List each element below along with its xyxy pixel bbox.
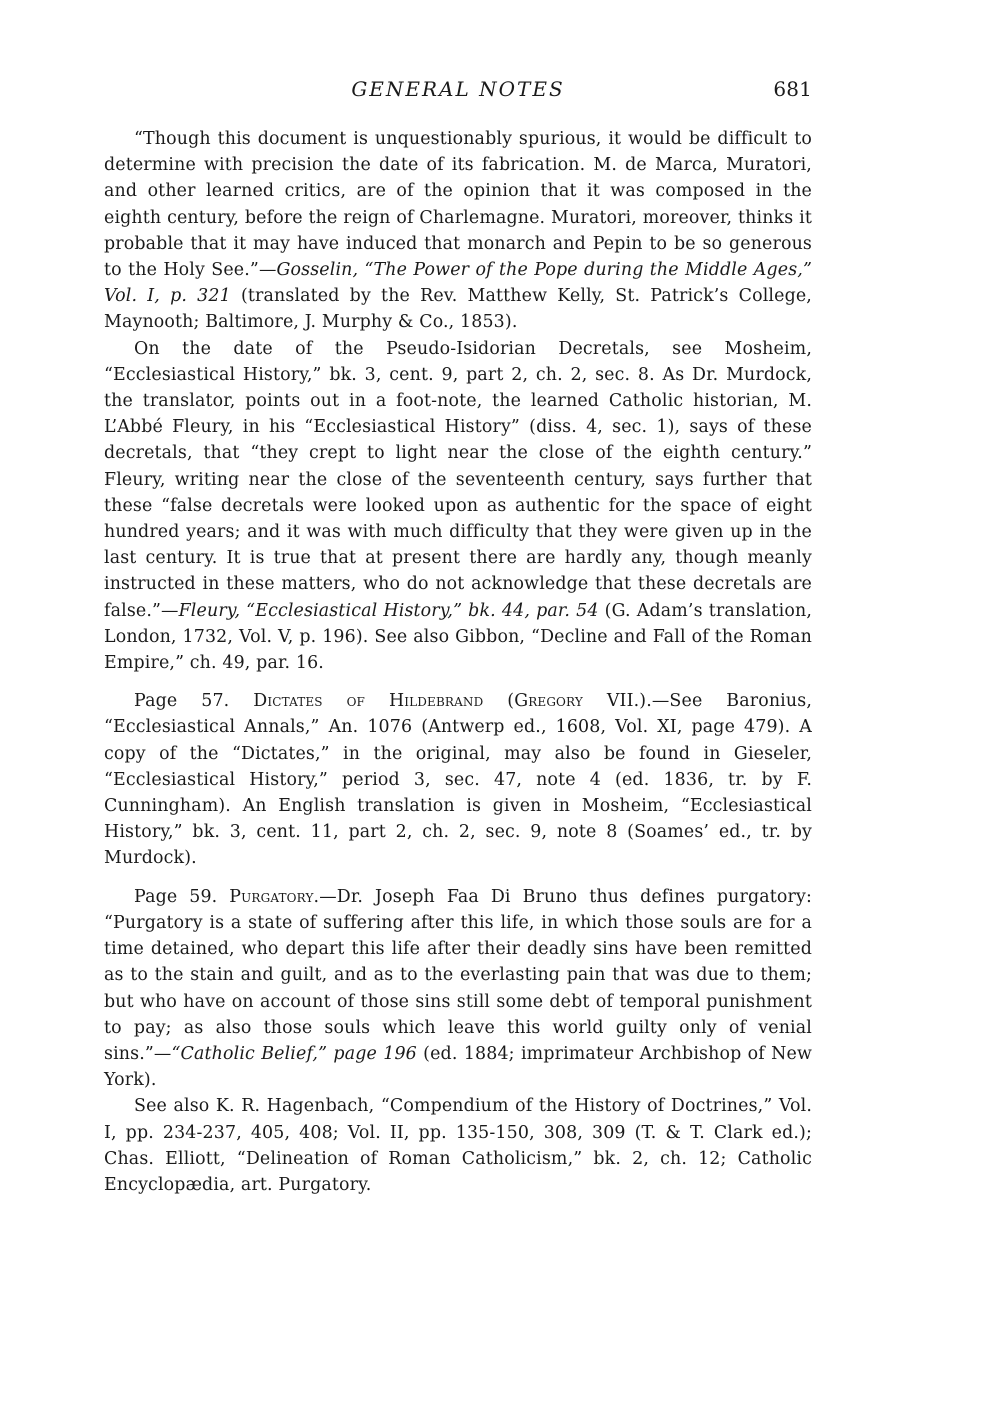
section-gap bbox=[104, 872, 812, 884]
paragraph-pseudo-isidorian: On the date of the Pseudo-Isidorian Decretals, see Mosheim, “Ecclesiastical History,” bk. 3, cent. 9, part 2, ch. 2, sec. 8. As Dr. Murdock, the translator, points out in a foot-note, the learned Catholic historian, M. L’Abbé Fleury, in his “Ecclesiastical History” (diss. 4, sec. 1), says of these decretals, that “they crept to light near the close of the eighth century.” Fleury, writing near the close of the seventeenth century, says further that these “false decretals were looked upon as authentic for the space of eight hundred years; and it was with much difficulty that they were given up in the last century. It is true that at present there are hardly any, though meanly instructed in these matters, who do not acknowledge that these decretals are false.”—Fleury, “Ecclesiastical History,” bk. 44, par. 54 (G. Adam’s translation, London, 1732, Vol. V, p. 196). See also Gibbon, “Decline and Fall of the Roman Empire,” ch. 49, par. 16. bbox=[104, 338, 812, 674]
note-dictates-of-hildebrand: Page 57. Dictates of Hildebrand (Gregory VII.).—See Baronius, “Ecclesiastical Annals,” An. 1076 (Antwerp ed., 1608, Vol. XI, page 479). A copy of the “Dictates,” in the original, may also be found in Gieseler, “Ecclesiastical History,” period 3, sec. 47, note 4 (ed. 1836, tr. by F. Cunningham). An English translation is given in Mosheim, “Ecclesiastical History,” bk. 3, cent. 11, part 2, ch. 2, sec. 9, note 8 (Soames’ ed., tr. by Murdock). bbox=[104, 691, 812, 869]
note-heading: Dictates of Hildebrand (Gregory VII.) bbox=[253, 691, 647, 712]
note-purgatory: Page 59. Purgatory.—Dr. Joseph Faa Di Bruno thus defines purgatory: “Purgatory is a state of suffering after this life, in which those souls are for a time detained, who depart this life after their deadly sins have been remitted as to the stain and guilt, and as to the everlasting pain that was due to them; but who have on account of those sins still some debt of temporal punishment to pay; as also those souls which leave this world guilty only of venial sins.”—“Catholic Belief,” page 196 (ed. 1884; imprimateur Archbishop of New York). bbox=[104, 886, 812, 1091]
section-gap bbox=[104, 676, 812, 688]
book-page bbox=[104, 76, 812, 1198]
running-head: GENERAL NOTES bbox=[351, 77, 565, 101]
note-heading: Purgatory bbox=[229, 886, 314, 907]
page-header bbox=[104, 76, 812, 110]
paragraph-gosselin-quote: “Though this document is unquestionably spurious, it would be difficult to determine with precision the date of its fabrication. M. de Marca, Muratori, and other learned critics, are of the opinion that it was composed in the eighth century, before the reign of Charlemagne. Muratori, moreover, thinks it probable that it may have induced that monarch and Pepin to be so generous to the Holy See.”—Gosselin, “The Power of the Pope during the Middle Ages,” Vol. I, p. 321 (translated by the Rev. Matthew Kelly, St. Patrick’s College, Maynooth; Baltimore, J. Murphy & Co., 1853). bbox=[104, 129, 812, 333]
paragraph-see-also-hagenbach: See also K. R. Hagenbach, “Compendium of the History of Doctrines,” Vol. I, pp. 234-237, 405, 408; Vol. II, pp. 135-150, 308, 309 (T. & T. Clark ed.); Chas. Elliott, “Delineation of Roman Catholicism,” bk. 2, ch. 12; Catholic Encyclopædia, art. Purgatory. bbox=[104, 1096, 812, 1195]
page-number: 681 bbox=[773, 77, 812, 101]
